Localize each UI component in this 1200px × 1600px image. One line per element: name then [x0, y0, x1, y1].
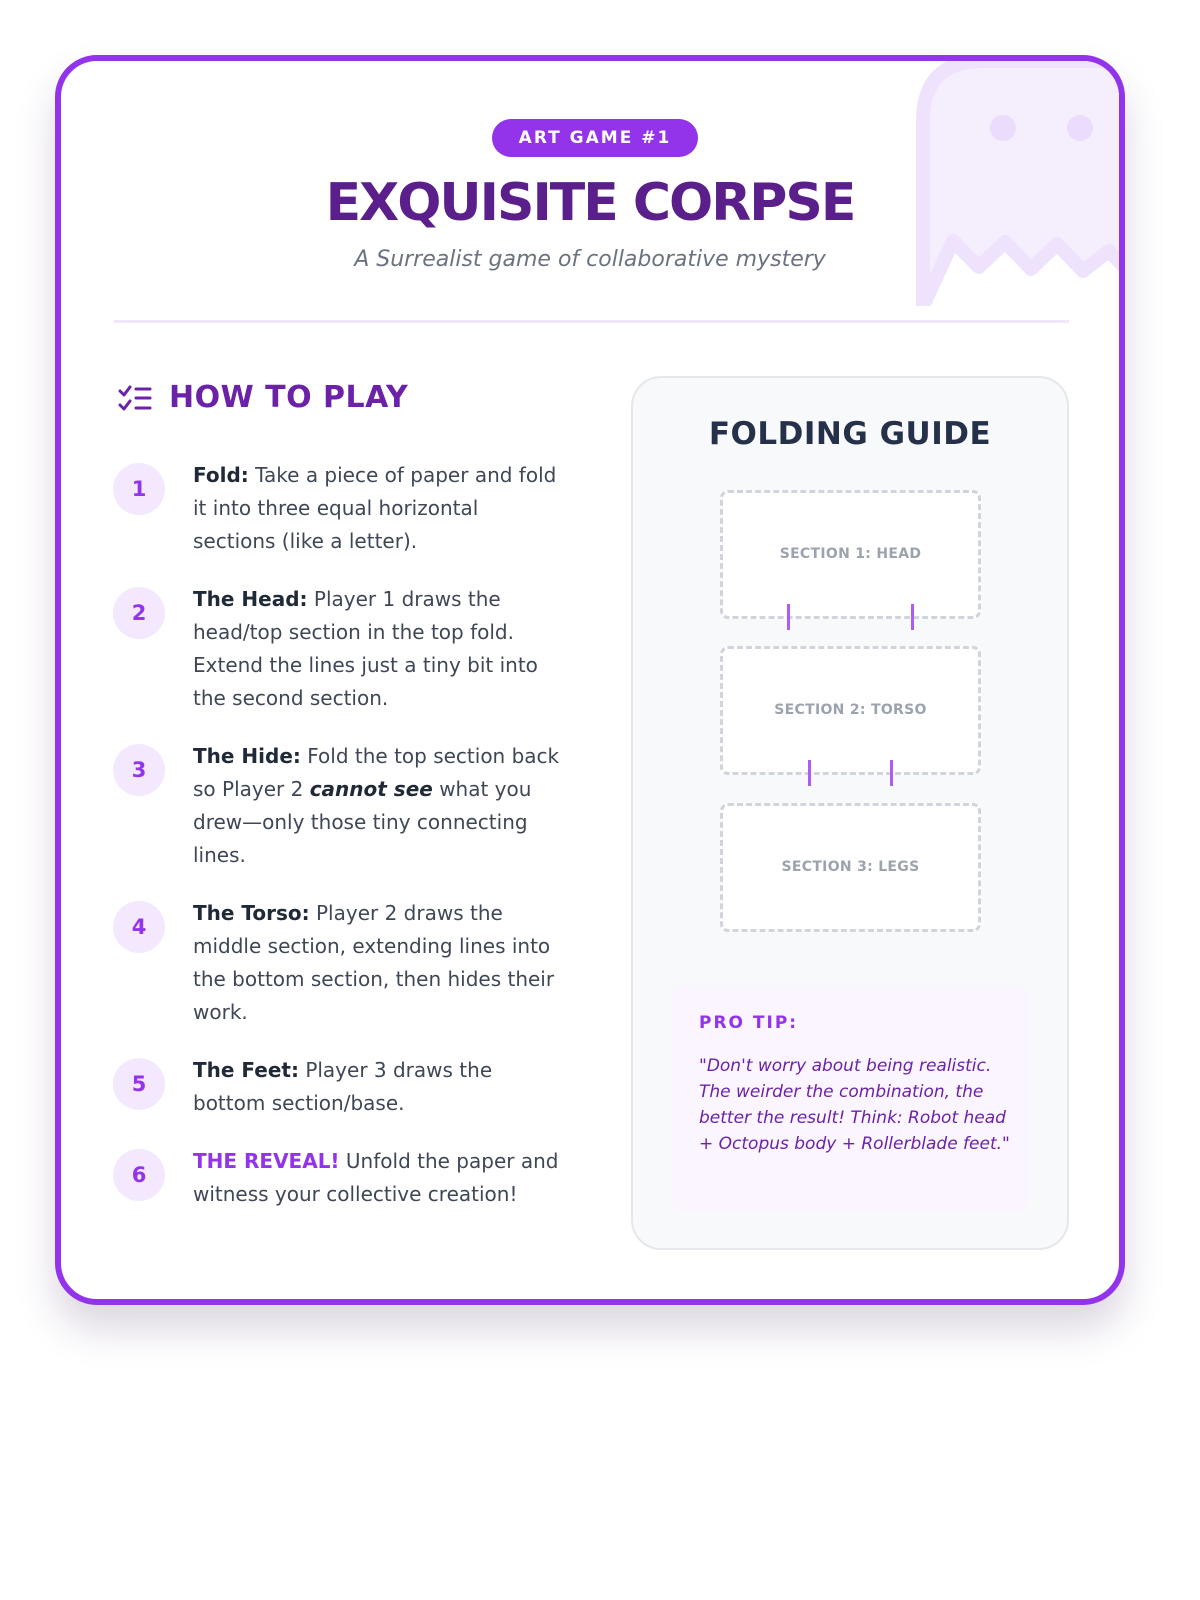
connector-line [808, 760, 811, 786]
step-number: 6 [113, 1149, 165, 1201]
fold-section-label: SECTION 2: TORSO [774, 702, 927, 718]
how-to-play-heading: HOW TO PLAY [169, 380, 409, 415]
page-title: EXQUISITE CORPSE [325, 173, 855, 233]
checklist-icon [118, 384, 152, 414]
fold-section-label: SECTION 3: LEGS [781, 859, 920, 875]
step-body: Unfold the paper and witness your collective creation! [193, 1149, 559, 1206]
fold-section-legs [720, 803, 981, 932]
step-text [193, 583, 563, 715]
pro-tip-box [671, 985, 1029, 1211]
step-number: 4 [113, 901, 165, 953]
connector-line [787, 604, 790, 630]
step-emphasis: cannot see [309, 777, 433, 801]
game-card [55, 55, 1125, 1305]
fold-section-label: SECTION 1: HEAD [779, 546, 922, 562]
page-subtitle: A Surrealist game of collaborative mystery [354, 247, 826, 272]
step-label: The Head: [193, 587, 308, 611]
step-number: 1 [113, 463, 165, 515]
step-number: 5 [113, 1058, 165, 1110]
step-text [193, 740, 563, 872]
folding-guide-heading: FOLDING GUIDE [708, 416, 992, 452]
pro-tip-label: PRO TIP: [699, 1013, 799, 1033]
pro-tip-text: "Don't worry about being realistic. The weirder the combination, the better the result! Think: Robot head + Octopus body + Rollerblade feet." [699, 1056, 1010, 1154]
step-body: Player 3 draws the bottom section/base. [193, 1058, 493, 1115]
fold-section-head [720, 490, 981, 619]
fold-section-torso [720, 646, 981, 775]
step-body: Player 2 draws the middle section, extending lines into the bottom section, then hides their work. [193, 901, 555, 1024]
step-label: The Feet: [193, 1058, 299, 1082]
step-number: 2 [113, 587, 165, 639]
step-label: THE REVEAL! [193, 1149, 340, 1173]
folding-guide-panel [631, 376, 1069, 1250]
step-body: Fold the top section back so Player 2 [193, 744, 560, 801]
step-label: The Hide: [193, 744, 301, 768]
step-body: Player 1 draws the head/top section in the top fold. Extend the lines just a tiny bit into the second section. [193, 587, 538, 710]
step-text [193, 459, 563, 558]
step-text [193, 897, 563, 1029]
step-text [193, 1145, 563, 1211]
step-label: Fold: [193, 463, 249, 487]
step-label: The Torso: [193, 901, 310, 925]
step-body: Take a piece of paper and fold it into three equal horizontal sections (like a letter). [193, 463, 557, 553]
connector-line [890, 760, 893, 786]
step-number: 3 [113, 744, 165, 796]
header-divider [114, 320, 1069, 323]
step-body-after: what you drew—only those tiny connecting lines. [193, 777, 532, 867]
game-badge: ART GAME #1 [492, 119, 698, 157]
connector-line [911, 604, 914, 630]
step-text [193, 1054, 563, 1120]
